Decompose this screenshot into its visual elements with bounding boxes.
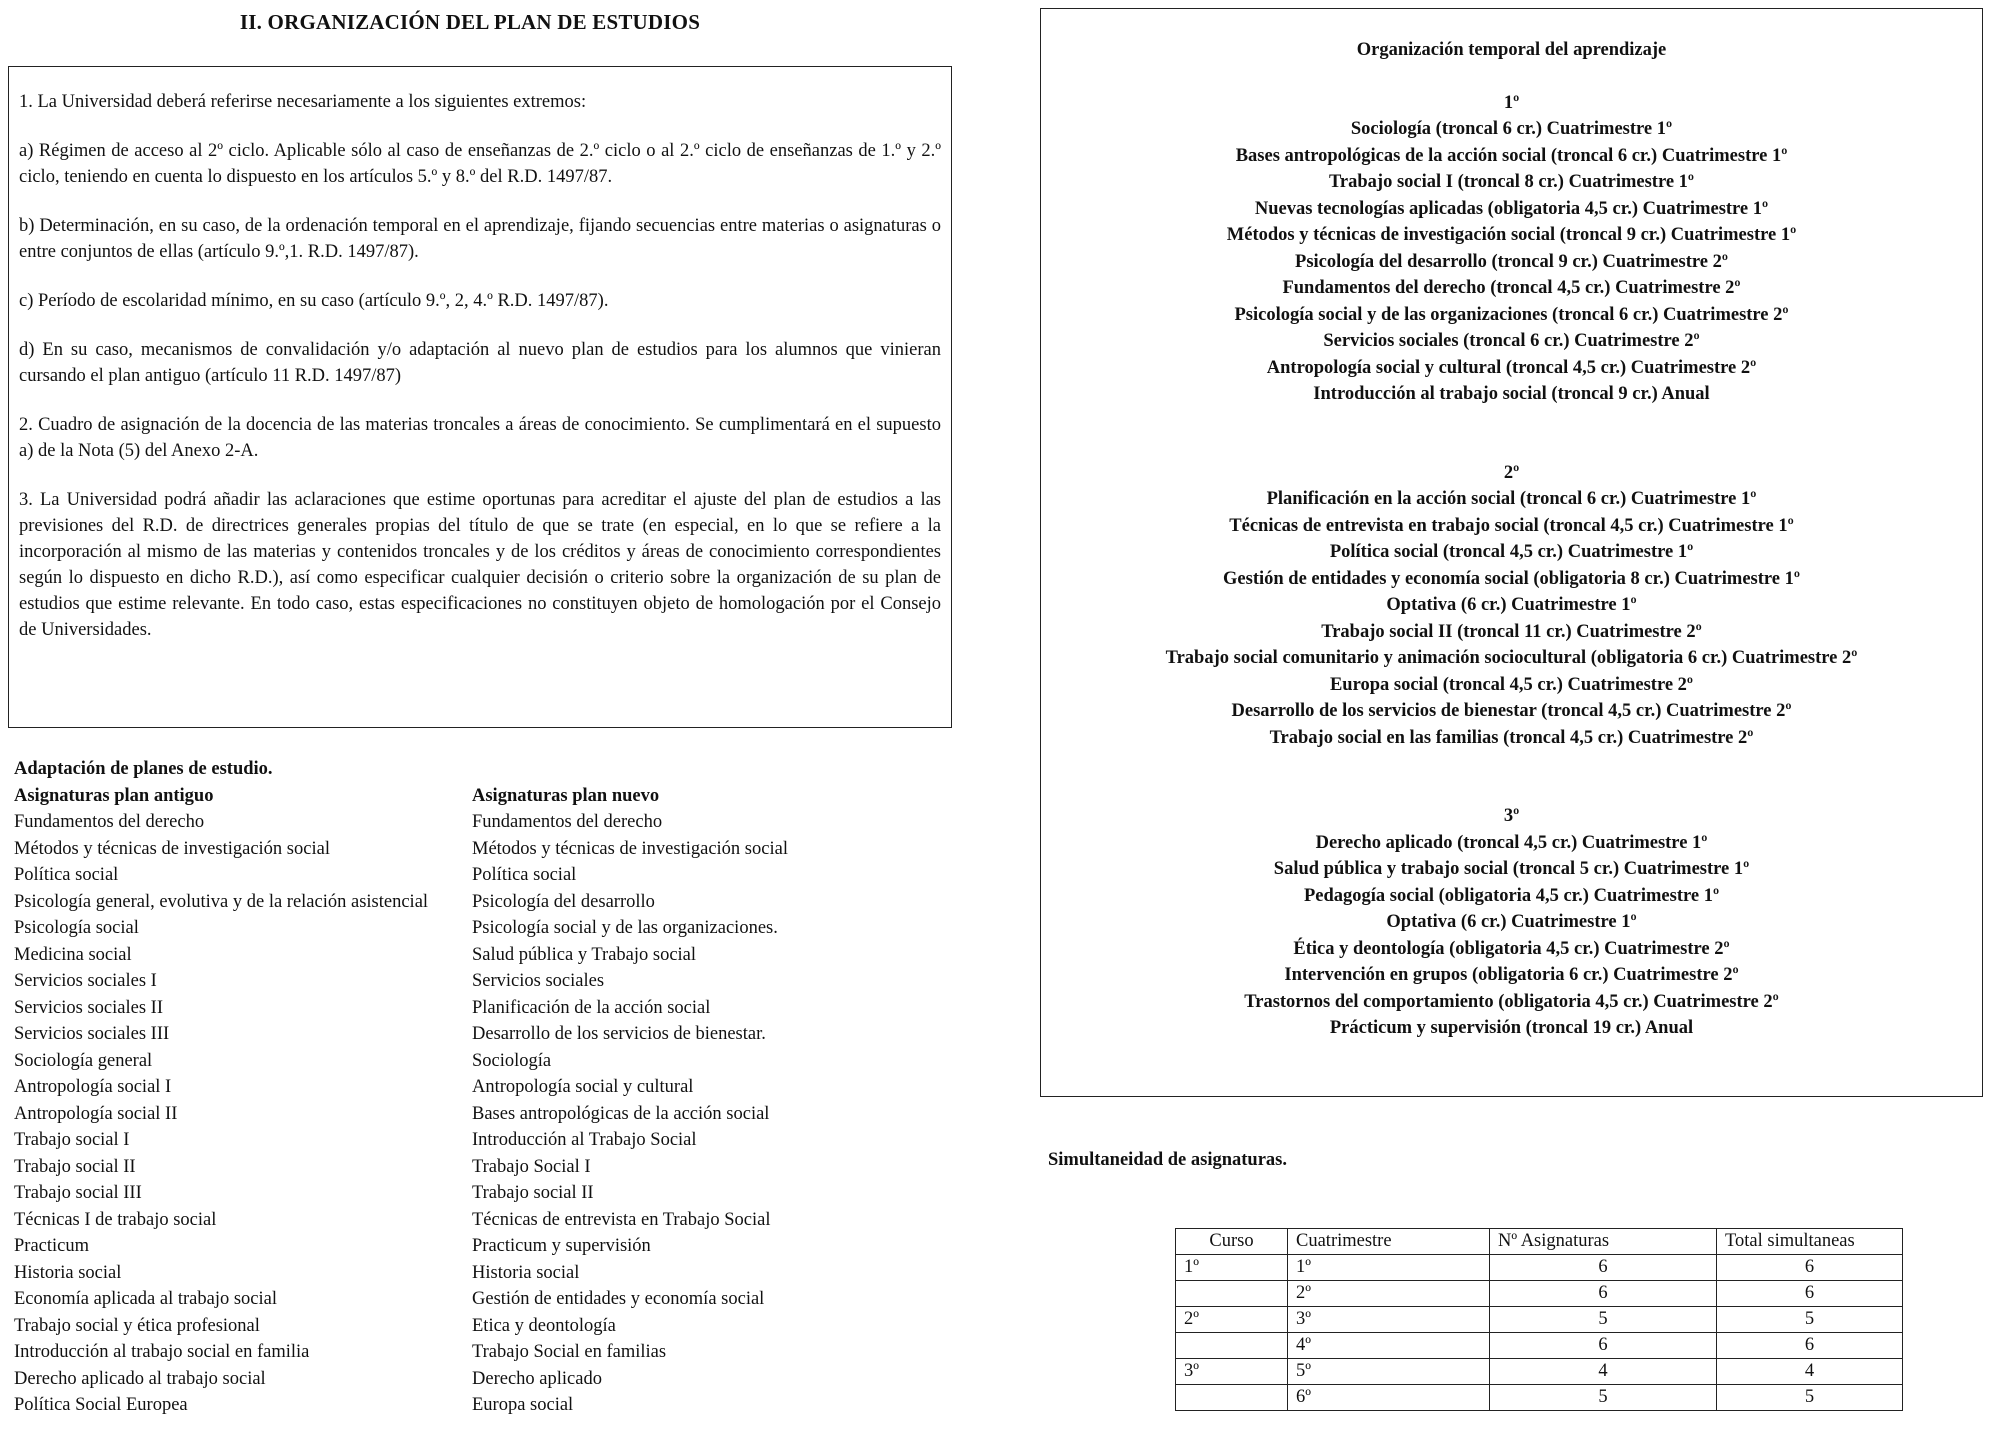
adaptation-row	[14, 995, 944, 1022]
new-subject: Psicología social y de las organizaciones.	[472, 918, 778, 938]
new-subject: Bases antropológicas de la acción social	[472, 1103, 770, 1124]
old-subject: Fundamentos del derecho	[14, 812, 205, 832]
old-subject: Economía aplicada al trabajo social	[14, 1289, 277, 1309]
instruction-paragraph: c) Período de escolaridad mínimo, en su caso (artículo 9.º, 2, 4.º R.D. 1497/87).	[19, 291, 609, 311]
instruction-paragraph: b) Determinación, en su caso, de la ordenación temporal en el aprendizaje, fijando secuencias entre materias o asignaturas o entre conjuntos de ellas (artículo 9.º,1. R.D. 1497/87).	[19, 216, 941, 262]
course-block	[1041, 460, 1982, 752]
adaptation-row	[14, 1180, 944, 1207]
new-subject: Trabajo Social en familias	[472, 1342, 667, 1362]
course-subject: Antropología social y cultural (troncal 4,5 cr.) Cuatrimestre 2º	[1266, 357, 1757, 378]
simultaneity-title: Simultaneidad de asignaturas.	[1048, 1150, 1288, 1170]
instruction-paragraph: 1. La Universidad deberá referirse necesariamente a los siguientes extremos:	[19, 92, 587, 112]
new-subject: Servicios sociales	[472, 971, 605, 991]
table-cell: 2º	[1176, 1307, 1288, 1333]
table-cell: 6	[1490, 1333, 1717, 1359]
table-cell: 4	[1717, 1359, 1903, 1385]
course-subject: Prácticum y supervisión (troncal 19 cr.) Anual	[1329, 1018, 1694, 1038]
new-subject: Métodos y técnicas de investigación social	[472, 838, 788, 859]
new-subject: Sociología	[472, 1050, 552, 1071]
course-subject: Trastornos del comportamiento (obligatoria 4,5 cr.) Cuatrimestre 2º	[1244, 991, 1779, 1012]
adaptation-row	[14, 1154, 944, 1181]
old-subject: Sociología general	[14, 1050, 153, 1071]
old-subject: Política social	[14, 865, 119, 885]
adaptation-row	[14, 1021, 944, 1048]
adaptation-row	[14, 1366, 944, 1393]
new-subject: Salud pública y Trabajo social	[472, 944, 697, 965]
adaptation-row	[14, 1207, 944, 1234]
old-subject: Trabajo social III	[14, 1183, 142, 1203]
course-block	[1041, 90, 1982, 408]
course-subject: Psicología social y de las organizaciones (troncal 6 cr.) Cuatrimestre 2º	[1234, 304, 1789, 325]
new-subject: Introducción al Trabajo Social	[472, 1130, 697, 1150]
table-cell	[1176, 1385, 1288, 1411]
new-subject: Psicología del desarrollo	[472, 891, 655, 912]
adaptation-row	[14, 1260, 944, 1287]
table-cell: 5	[1717, 1385, 1903, 1411]
old-subject: Antropología social I	[14, 1077, 172, 1097]
table-cell: 4	[1490, 1359, 1717, 1385]
table-row	[1176, 1385, 1903, 1411]
new-subject: Historia social	[472, 1262, 580, 1283]
old-subject: Servicios sociales I	[14, 971, 157, 991]
course-subject: Trabajo social II (troncal 11 cr.) Cuatrimestre 2º	[1321, 621, 1702, 642]
course-subject: Nuevas tecnologías aplicadas (obligatoria 4,5 cr.) Cuatrimestre 1º	[1254, 198, 1769, 219]
course-subject: Servicios sociales (troncal 6 cr.) Cuatrimestre 2º	[1323, 331, 1700, 351]
course-subject: Salud pública y trabajo social (troncal 5 cr.) Cuatrimestre 1º	[1273, 859, 1750, 879]
table-row	[1176, 1281, 1903, 1307]
old-subject: Historia social	[14, 1262, 122, 1283]
adaptation-title: Adaptación de planes de estudio.	[14, 759, 273, 779]
new-subject: Técnicas de entrevista en Trabajo Social	[472, 1209, 771, 1230]
table-cell: 1º	[1176, 1255, 1288, 1281]
old-subject: Introducción al trabajo social en familia	[14, 1342, 310, 1362]
adaptation-row	[14, 809, 944, 836]
instruction-paragraph: d) En su caso, mecanismos de convalidación y/o adaptación al nuevo plan de estudios para los alumnos que vinieran cursando el plan antiguo (artículo 11 R.D. 1497/87)	[19, 340, 941, 386]
new-subject: Practicum y supervisión	[472, 1236, 651, 1256]
course-subject: Optativa (6 cr.) Cuatrimestre 1º	[1386, 595, 1637, 615]
simultaneity-table	[1175, 1228, 1903, 1411]
course-subject: Ética y deontología (obligatoria 4,5 cr.) Cuatrimestre 2º	[1293, 938, 1730, 959]
adaptation-row	[14, 1048, 944, 1075]
instruction-paragraph: a) Régimen de acceso al 2º ciclo. Aplicable sólo al caso de enseñanzas de 2.º ciclo o al 2.º ciclo de enseñanzas de 1.º y 2.º ciclo, teniendo en cuenta lo dispuesto en los artículos 5.º y 8.º del R.D. 1497/87.	[19, 141, 941, 187]
table-cell: 2º	[1288, 1281, 1490, 1307]
adaptation-row	[14, 942, 944, 969]
course-subject: Intervención en grupos (obligatoria 6 cr.) Cuatrimestre 2º	[1284, 965, 1739, 985]
course-subject: Sociología (troncal 6 cr.) Cuatrimestre 1º	[1350, 119, 1673, 139]
old-subject: Trabajo social y ética profesional	[14, 1315, 260, 1336]
old-subject: Practicum	[14, 1236, 90, 1256]
new-subject: Planificación de la acción social	[472, 997, 711, 1018]
instruction-paragraph: 3. La Universidad podrá añadir las aclaraciones que estime oportunas para acreditar el ajuste del plan de estudios a las previsiones del R.D. de directrices generales propias del título de que se trate (en especial, en lo que se refiere a la incorporación al mismo de las materias y contenidos troncales y de los créditos y áreas de conocimiento correspondientes según lo dispuesto en dicho R.D.), así como especificar cualquier decisión o criterio sobre la organización de su plan de estudios que estime relevante. En todo caso, estas especificaciones no constituyen objeto de homologación por el Consejo de Universidades.	[19, 490, 941, 640]
course-subject: Derecho aplicado (troncal 4,5 cr.) Cuatrimestre 1º	[1315, 832, 1708, 853]
course-subject: Fundamentos del derecho (troncal 4,5 cr.) Cuatrimestre 2º	[1282, 278, 1741, 298]
table-cell: 6º	[1288, 1385, 1490, 1411]
table-cell: 6	[1717, 1281, 1903, 1307]
temporal-organization-box	[1040, 8, 1983, 1097]
old-subject: Antropología social II	[14, 1103, 178, 1124]
old-plan-header: Asignaturas plan antiguo	[14, 785, 214, 806]
table-cell: 6	[1717, 1255, 1903, 1281]
course-subject: Trabajo social I (troncal 8 cr.) Cuatrimestre 1º	[1328, 172, 1695, 192]
table-cell	[1176, 1281, 1288, 1307]
table-cell: 6	[1490, 1281, 1717, 1307]
old-subject: Medicina social	[14, 944, 132, 965]
course-subject: Psicología del desarrollo (troncal 9 cr.) Cuatrimestre 2º	[1295, 251, 1728, 272]
course-subject: Planificación en la acción social (troncal 6 cr.) Cuatrimestre 1º	[1266, 489, 1757, 509]
new-subject: Gestión de entidades y economía social	[472, 1289, 765, 1309]
temporal-courses	[1041, 90, 1982, 1042]
table-row	[1176, 1333, 1903, 1359]
new-subject: Antropología social y cultural	[472, 1077, 694, 1097]
table-header-row	[1176, 1229, 1903, 1255]
course-subject: Trabajo social comunitario y animación sociocultural (obligatoria 6 cr.) Cuatrimestre 2º	[1165, 648, 1858, 668]
old-subject: Técnicas I de trabajo social	[14, 1209, 217, 1230]
table-row	[1176, 1307, 1903, 1333]
table-row	[1176, 1255, 1903, 1281]
adaptation-row	[14, 1127, 944, 1154]
course-subject: Métodos y técnicas de investigación social (troncal 9 cr.) Cuatrimestre 1º	[1226, 225, 1797, 245]
table-row	[1176, 1359, 1903, 1385]
table-cell: 3º	[1288, 1307, 1490, 1333]
new-subject: Derecho aplicado	[472, 1368, 602, 1389]
course-subject: Política social (troncal 4,5 cr.) Cuatrimestre 1º	[1329, 542, 1694, 562]
adaptation-row	[14, 1074, 944, 1101]
new-subject: Fundamentos del derecho	[472, 812, 663, 832]
table-cell: 1º	[1288, 1255, 1490, 1281]
old-subject: Métodos y técnicas de investigación social	[14, 838, 330, 859]
table-cell: 4º	[1288, 1333, 1490, 1359]
table-cell: 5º	[1288, 1359, 1490, 1385]
column-header: Cuatrimestre	[1288, 1229, 1490, 1255]
new-subject: Etica y deontología	[472, 1315, 616, 1336]
adaptation-rows	[14, 809, 944, 1419]
table-cell: 5	[1490, 1385, 1717, 1411]
adaptation-row	[14, 915, 944, 942]
course-subject: Europa social (troncal 4,5 cr.) Cuatrimestre 2º	[1329, 674, 1694, 695]
old-subject: Psicología social	[14, 918, 139, 938]
adaptation-section	[14, 756, 944, 1419]
column-header: Total simultaneas	[1717, 1229, 1903, 1255]
adaptation-row	[14, 1313, 944, 1340]
table-cell: 3º	[1176, 1359, 1288, 1385]
table-body	[1176, 1255, 1903, 1411]
instruction-paragraph: 2. Cuadro de asignación de la docencia de las materias troncales a áreas de conocimiento. Se cumplimentará en el supuesto a) de la Nota (5) del Anexo 2-A.	[19, 415, 941, 461]
old-subject: Trabajo social II	[14, 1156, 136, 1177]
table-cell: 6	[1490, 1255, 1717, 1281]
adaptation-row	[14, 889, 944, 916]
old-subject: Política Social Europea	[14, 1395, 188, 1415]
old-subject: Servicios sociales III	[14, 1024, 170, 1044]
table-cell: 6	[1717, 1333, 1903, 1359]
course-subject: Optativa (6 cr.) Cuatrimestre 1º	[1386, 912, 1637, 932]
page-title: II. ORGANIZACIÓN DEL PLAN DE ESTUDIOS	[239, 10, 701, 34]
adaptation-row	[14, 1392, 944, 1419]
instructions-box	[8, 66, 952, 728]
adaptation-row	[14, 1101, 944, 1128]
adaptation-row	[14, 1339, 944, 1366]
course-label: 1º	[1503, 92, 1520, 113]
new-subject: Trabajo Social I	[472, 1156, 591, 1177]
course-subject: Desarrollo de los servicios de bienestar (troncal 4,5 cr.) Cuatrimestre 2º	[1231, 701, 1792, 721]
old-subject: Derecho aplicado al trabajo social	[14, 1368, 266, 1389]
new-subject: Desarrollo de los servicios de bienestar.	[472, 1024, 766, 1044]
adaptation-row	[14, 836, 944, 863]
column-header: Nº Asignaturas	[1490, 1229, 1717, 1255]
table-cell: 5	[1717, 1307, 1903, 1333]
course-block	[1041, 803, 1982, 1042]
adaptation-header-row	[14, 783, 944, 810]
old-subject: Servicios sociales II	[14, 997, 163, 1018]
adaptation-row	[14, 1286, 944, 1313]
course-subject: Pedagogía social (obligatoria 4,5 cr.) Cuatrimestre 1º	[1303, 885, 1720, 906]
column-header: Curso	[1176, 1229, 1288, 1255]
table-cell	[1176, 1333, 1288, 1359]
course-subject: Bases antropológicas de la acción social (troncal 6 cr.) Cuatrimestre 1º	[1235, 145, 1788, 166]
course-subject: Introducción al trabajo social (troncal 9 cr.) Anual	[1313, 384, 1710, 404]
course-subject: Trabajo social en las familias (troncal 4,5 cr.) Cuatrimestre 2º	[1269, 727, 1754, 748]
adaptation-row	[14, 1233, 944, 1260]
course-subject: Técnicas de entrevista en trabajo social (troncal 4,5 cr.) Cuatrimestre 1º	[1229, 515, 1794, 536]
temporal-title: Organización temporal del aprendizaje	[1356, 40, 1667, 60]
new-subject: Trabajo social II	[472, 1183, 594, 1203]
old-subject: Trabajo social I	[14, 1130, 130, 1150]
course-subject: Gestión de entidades y economía social (obligatoria 8 cr.) Cuatrimestre 1º	[1223, 568, 1800, 589]
new-plan-header: Asignaturas plan nuevo	[472, 785, 660, 806]
table-cell: 5	[1490, 1307, 1717, 1333]
new-subject: Política social	[472, 865, 577, 885]
new-subject: Europa social	[472, 1395, 574, 1415]
course-label: 2º	[1503, 462, 1520, 483]
adaptation-row	[14, 862, 944, 889]
course-label: 3º	[1503, 806, 1520, 826]
adaptation-row	[14, 968, 944, 995]
old-subject: Psicología general, evolutiva y de la relación asistencial	[14, 891, 429, 912]
